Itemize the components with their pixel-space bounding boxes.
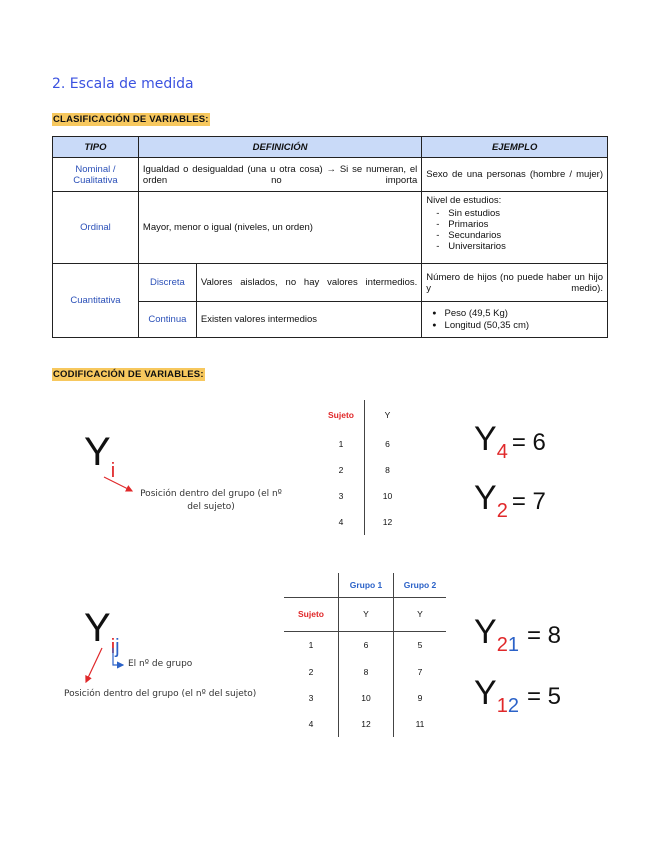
cell: 8 <box>385 465 390 475</box>
header-ejemplo: EJEMPLO <box>422 137 608 158</box>
arrow-i <box>100 472 140 498</box>
ej-continua <box>422 302 608 338</box>
col-sujeto: Sujeto <box>284 597 339 631</box>
col-y: Y <box>394 597 447 631</box>
cell: 10 <box>382 491 393 501</box>
def-continua: Existen valores intermedios <box>196 302 421 338</box>
list-item: - Universitarios <box>426 241 603 252</box>
tipo-nominal: Nominal / Cualitativa <box>53 158 139 192</box>
def-discreta: Valores aislados, no hay valores intermedios. <box>196 264 421 302</box>
col-y: Y <box>384 410 391 420</box>
annotation-position: Posición dentro del grupo (el nº del sujeto) <box>140 489 282 512</box>
table-row <box>284 659 446 685</box>
sub: 2 <box>496 500 508 522</box>
header-definicion: DEFINICIÓN <box>138 137 421 158</box>
cell: 11 <box>415 719 425 729</box>
subject-table-2 <box>284 573 446 737</box>
group-1: Grupo 1 <box>339 573 394 597</box>
sub-i: i <box>110 636 116 658</box>
equation-y21 <box>474 615 561 662</box>
ej-ordinal-title: Nivel de estudios: <box>426 195 502 206</box>
header-tipo: TIPO <box>53 137 139 158</box>
cell: 12 <box>382 517 393 527</box>
ej-ordinal <box>422 192 608 264</box>
sub: 4 <box>496 441 508 463</box>
table-row <box>284 685 446 711</box>
list-item: - Secundarios <box>426 230 603 241</box>
table-row <box>318 509 410 535</box>
sub-a: 2 <box>496 634 508 656</box>
def-ordinal: Mayor, menor o igual (niveles, un orden) <box>138 192 421 264</box>
cell: 5 <box>417 640 423 651</box>
table-row <box>318 430 410 457</box>
cell: 2 <box>284 659 339 685</box>
cell: 2 <box>318 457 365 483</box>
y-letter: Y <box>474 613 497 651</box>
ej-discreta: Número de hijos (no puede haber un hijo y medio). <box>422 264 608 302</box>
sub-j: j <box>115 636 120 658</box>
ej-ordinal-list <box>426 208 603 252</box>
classification-table <box>52 136 608 338</box>
sub-b: 1 <box>507 634 519 656</box>
cell: 3 <box>284 685 339 711</box>
sub-b: 2 <box>507 695 519 717</box>
table-row <box>53 264 608 302</box>
rhs: = 6 <box>511 429 546 456</box>
table-row <box>53 192 608 264</box>
col-sujeto: Sujeto <box>318 400 365 430</box>
y-letter: Y <box>474 479 497 517</box>
clasificacion-title-wrap <box>52 109 210 127</box>
codificacion-title: CODIFICACIÓN DE VARIABLES: <box>53 369 204 380</box>
equation-y4 <box>474 422 546 469</box>
equation-y2 <box>474 481 546 528</box>
sub-a: 1 <box>496 695 508 717</box>
group-2: Grupo 2 <box>394 573 447 597</box>
rhs: = 5 <box>526 683 561 710</box>
clasificacion-title: CLASIFICACIÓN DE VARIABLES: <box>53 114 209 125</box>
cell: 10 <box>339 685 394 711</box>
y-letter: Y <box>84 430 111 474</box>
y-letter: Y <box>474 674 497 712</box>
subtipo-discreta: Discreta <box>138 264 196 302</box>
list-item: - Primarios <box>426 219 603 230</box>
subtipo-continua: Continua <box>138 302 196 338</box>
cell: 9 <box>417 693 423 703</box>
codificacion-title-wrap <box>52 364 205 382</box>
y-letter: Y <box>474 420 497 458</box>
table-row <box>284 711 446 737</box>
cell: 1 <box>284 631 339 659</box>
cell: 3 <box>318 483 365 509</box>
cell: 4 <box>318 509 365 535</box>
tipo-ordinal: Ordinal <box>53 192 139 264</box>
cell: 4 <box>284 711 339 737</box>
table-row <box>318 483 410 509</box>
col-y: Y <box>339 597 394 631</box>
ej-continua-list <box>426 308 603 332</box>
table-row <box>284 631 446 659</box>
def-nominal: Igualdad o desigualdad (una u otra cosa) → Si se numeran, el orden no importa <box>138 158 421 192</box>
cell: 6 <box>385 438 390 449</box>
annotation-position-2: Posición dentro del grupo (el nº del sujeto) <box>64 689 257 699</box>
equation-y12 <box>474 676 561 723</box>
tipo-cuantitativa: Cuantitativa <box>53 264 139 338</box>
list-item: - Sin estudios <box>426 208 603 219</box>
table-header-row <box>53 137 608 158</box>
rhs: = 8 <box>526 622 561 649</box>
list-item: ● Longitud (50,35 cm) <box>432 320 603 332</box>
y-letter: Y <box>84 606 111 650</box>
cell: 12 <box>339 711 394 737</box>
list-item: ● Peso (49,5 Kg) <box>432 308 603 320</box>
annotation-group: El nº de grupo <box>128 659 193 669</box>
subject-table-1 <box>318 400 410 535</box>
table-row <box>318 457 410 483</box>
ej-nominal: Sexo de una personas (hombre / mujer) <box>422 158 608 192</box>
cell: 7 <box>417 667 423 677</box>
cell: 8 <box>339 659 394 685</box>
rhs: = 7 <box>511 488 546 515</box>
cell: 1 <box>318 430 365 457</box>
table-row <box>53 158 608 192</box>
sub-i: i <box>110 460 116 482</box>
cell: 6 <box>339 631 394 659</box>
section-heading: 2. Escala de medida <box>52 76 194 92</box>
